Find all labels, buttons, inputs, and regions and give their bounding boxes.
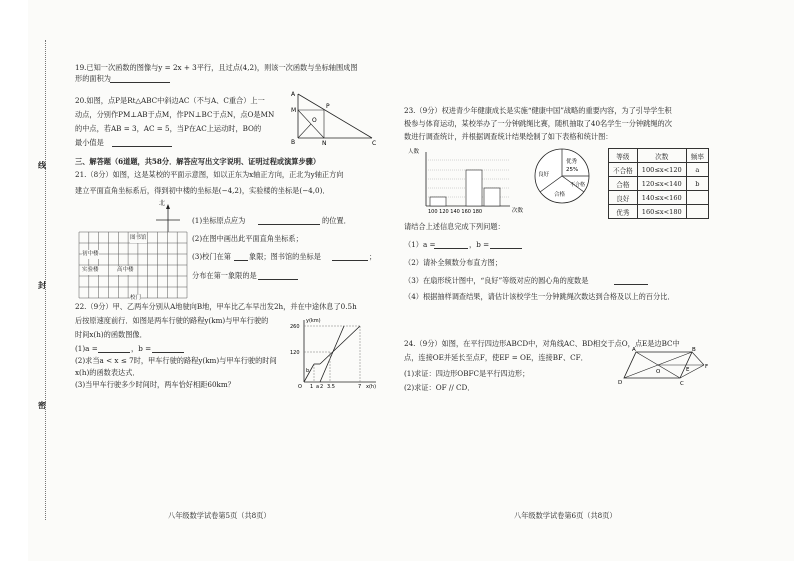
q21-part3-mid: 象限；图书馆的坐标是 <box>249 252 321 261</box>
q23-text-2: 极参与体育运动，某校举办了一分钟跳绳比赛，随机抽取了40名学生一分钟跳绳的次 <box>404 119 672 128</box>
pie-pass: 合格 <box>554 192 566 198</box>
binding-mark-3: 密 <box>38 400 46 410</box>
hist-x-label: 次数 <box>512 208 524 214</box>
graph-x-tick-1: 1 <box>310 384 314 390</box>
table-cell: 不合格 <box>609 163 638 177</box>
pie-fail: 不合格 <box>570 182 586 188</box>
q21-text-2: 建立平面直角坐标系后，得到初中楼的坐标是(−4,2)，实验楼的坐标是(−4,0)． <box>75 186 330 195</box>
table-header: 次数 <box>637 149 686 163</box>
q24-part2: (2)求证：OF // CD． <box>404 383 475 392</box>
right-page-footer: 八年级数学试卷第6页（共8页） <box>514 511 617 520</box>
q21-part2: (2)在图中画出此平面直角坐标系； <box>192 234 303 243</box>
table-header-row <box>609 149 709 163</box>
q21-part1-blank[interactable] <box>258 224 320 225</box>
q23-histogram <box>404 146 530 216</box>
graph-b-label: b <box>306 368 310 374</box>
q21-text-1: 21.（8分）如图，这是某校的平面示意图，如以正东为x轴正方向，正北为y轴正方向 <box>75 170 344 179</box>
table-row <box>609 191 709 205</box>
hist-x-ticks: 100 120 140 160 180 <box>428 209 483 215</box>
q23-text-1: 23.（9分）权进青少年健康成长是实施“健康中国”战略的重要内容，为了引导学生积 <box>404 106 672 115</box>
graph-x-tick-7: 7 <box>358 384 362 390</box>
svg-text:O: O <box>312 117 317 124</box>
table-cell <box>686 191 708 205</box>
q20-blank[interactable] <box>112 146 172 147</box>
q22-part2b: x(h)的函数表达式． <box>75 368 140 377</box>
q22-text-1: 22.（9分）甲、乙两车分别从A地驶向B地，甲车比乙车早出发2h，并在中途休息了0.5h <box>75 302 357 311</box>
q20-triangle-figure <box>290 88 380 148</box>
compass-figure <box>150 200 186 234</box>
graph-y-tick-260: 260 <box>290 324 300 330</box>
q23-part2: （2）请补全频数分布直方图； <box>404 258 503 267</box>
q23-part1: （1）a = <box>404 240 436 249</box>
q22-part3: (3)当甲车行驶多少时间时，两车恰好相距60km？ <box>75 380 235 389</box>
q20-text-4: 最小值是 <box>75 138 104 147</box>
q21-part1-suffix: 的位置． <box>322 216 351 225</box>
table-cell <box>686 205 708 219</box>
svg-text:N: N <box>322 140 327 147</box>
binding-margin <box>0 0 28 561</box>
q22-text-3: 时间x(h)的函数图像． <box>75 330 147 339</box>
left-page-footer: 八年级数学试卷第5页（共8页） <box>168 511 271 520</box>
binding-mark-2: 封 <box>38 280 46 290</box>
q20-text-1: 20.如图，点P是Rt△ABC中斜边AC（不与A、C重合）上一 <box>75 96 265 105</box>
table-cell: 120≤x<140 <box>637 177 686 191</box>
q21-part4: 分布在第一象限的是 <box>192 271 257 280</box>
section-3-heading: 三、解答题（6道题，共58分．解答应写出文字说明、证明过程或演算步骤） <box>75 157 321 166</box>
table-cell: 160≤x<180 <box>637 205 686 219</box>
q23-a-blank[interactable] <box>434 248 468 249</box>
table-cell: 优秀 <box>609 205 638 219</box>
svg-text:C: C <box>680 381 684 386</box>
q23-frequency-table <box>608 148 709 219</box>
table-row <box>609 205 709 219</box>
q21-part3: (3)校门在第 <box>192 252 231 261</box>
table-cell: 140≤x<160 <box>637 191 686 205</box>
north-label: 北 <box>159 200 166 207</box>
q22-part1: (1)a = <box>75 344 98 353</box>
map-gate: 校门 <box>130 295 142 301</box>
svg-text:F: F <box>705 364 709 370</box>
graph-x-tick-a: a <box>316 384 320 390</box>
map-senior: 高中楼 <box>117 267 134 273</box>
q23-instruction: 请结合上述信息完成下列问题： <box>404 222 505 231</box>
table-cell: b <box>686 177 708 191</box>
q21-part3-end: ； <box>369 252 377 261</box>
hist-y-label: 人数 <box>408 149 420 155</box>
table-header: 频率 <box>686 149 708 163</box>
svg-text:A: A <box>632 347 636 353</box>
q22-part1-mid: ，b = <box>131 344 152 353</box>
q24-text-2: 点，连接OE并延长至点F，使EF = OE，连接BF、CF． <box>404 353 588 362</box>
q19-blank[interactable] <box>110 82 170 83</box>
table-cell: a <box>686 163 708 177</box>
svg-text:A: A <box>291 91 296 98</box>
q21-part4-blank[interactable] <box>258 279 298 280</box>
graph-x-tick-2: 2 <box>320 384 324 390</box>
svg-text:B: B <box>692 347 696 353</box>
svg-text:M: M <box>291 107 297 114</box>
q21-quadrant-blank[interactable] <box>234 260 248 261</box>
svg-text:C: C <box>372 140 377 147</box>
q22-a-blank[interactable] <box>98 352 130 353</box>
q23-part4: （4）根据抽样调查结果，请估计该校学生一分钟跳绳次数达到合格及以上的百分比． <box>404 292 675 301</box>
q24-text-1: 24.（9分）如图，在平行四边形ABCD中，对角线AC、BD相交于点O，点E是边BC中 <box>404 339 680 348</box>
q21-library-blank[interactable] <box>332 260 368 261</box>
q23-text-3: 数进行调查统计，并根据调查统计结果绘制了如下表格和统计图： <box>404 132 613 141</box>
table-row <box>609 163 709 177</box>
graph-x-tick-3-5: 3.5 <box>327 384 335 390</box>
q23-part1-mid: ，b = <box>469 240 490 249</box>
binding-mark-1: 线 <box>38 160 46 170</box>
q22-b-blank[interactable] <box>152 352 184 353</box>
pie-excellent-pct: 25% <box>566 167 579 173</box>
table-header: 等级 <box>609 149 638 163</box>
q21-part1: (1)坐标原点应为 <box>192 216 246 225</box>
graph-y-tick-120: 120 <box>290 350 300 356</box>
q23-b-blank[interactable] <box>490 248 522 249</box>
q24-part1: (1)求证：四边形OBFC是平行四边形； <box>404 369 530 378</box>
q19-text: 19.已知一次函数的图像与y = 2x + 3平行，且过点(4,2)，则该一次函数与坐标轴围成图 <box>75 63 358 72</box>
q23-pie-chart <box>532 144 592 208</box>
q22-text-2: 后按原速度前行．如图是两车行驶的路程y(km)与甲车行驶的 <box>75 316 269 325</box>
graph-y-unit: y(km) <box>306 318 321 324</box>
graph-origin: O <box>298 384 302 390</box>
svg-text:B: B <box>291 139 296 146</box>
table-cell: 100≤x<120 <box>637 163 686 177</box>
pie-excellent: 优秀 <box>566 159 578 165</box>
svg-text:O: O <box>656 369 661 375</box>
q19-text-2: 形的面积为 <box>75 74 111 83</box>
table-row <box>609 177 709 191</box>
q23-angle-blank[interactable] <box>614 284 648 285</box>
q22-function-graph <box>290 316 380 390</box>
q22-part2: (2)求当a < x ≤ 7时，甲车行驶的路程y(km)与甲车行驶的时间 <box>75 356 277 365</box>
q24-parallelogram-figure <box>616 346 712 386</box>
map-junior: 初中楼 <box>82 251 99 257</box>
q20-text-3: 的中点，若AB = 3，AC = 5，当P在AC上运动时，BO的 <box>75 124 262 133</box>
map-lab: 实验楼 <box>82 267 99 273</box>
svg-text:P: P <box>326 103 330 110</box>
pie-good: 良好 <box>538 172 550 178</box>
graph-x-unit: x(h) <box>366 384 377 390</box>
map-library: 图书馆 <box>130 235 147 241</box>
svg-text:E: E <box>686 367 690 373</box>
table-cell: 合格 <box>609 177 638 191</box>
q23-part3: （3）在扇形统计图中，“良好”等级对应的圆心角的度数是 <box>404 276 589 285</box>
q20-text-2: 动点，分别作PM⊥AB于点M，作PN⊥BC于点N，点O是MN <box>75 110 275 119</box>
svg-text:D: D <box>618 380 623 386</box>
table-cell: 良好 <box>609 191 638 205</box>
